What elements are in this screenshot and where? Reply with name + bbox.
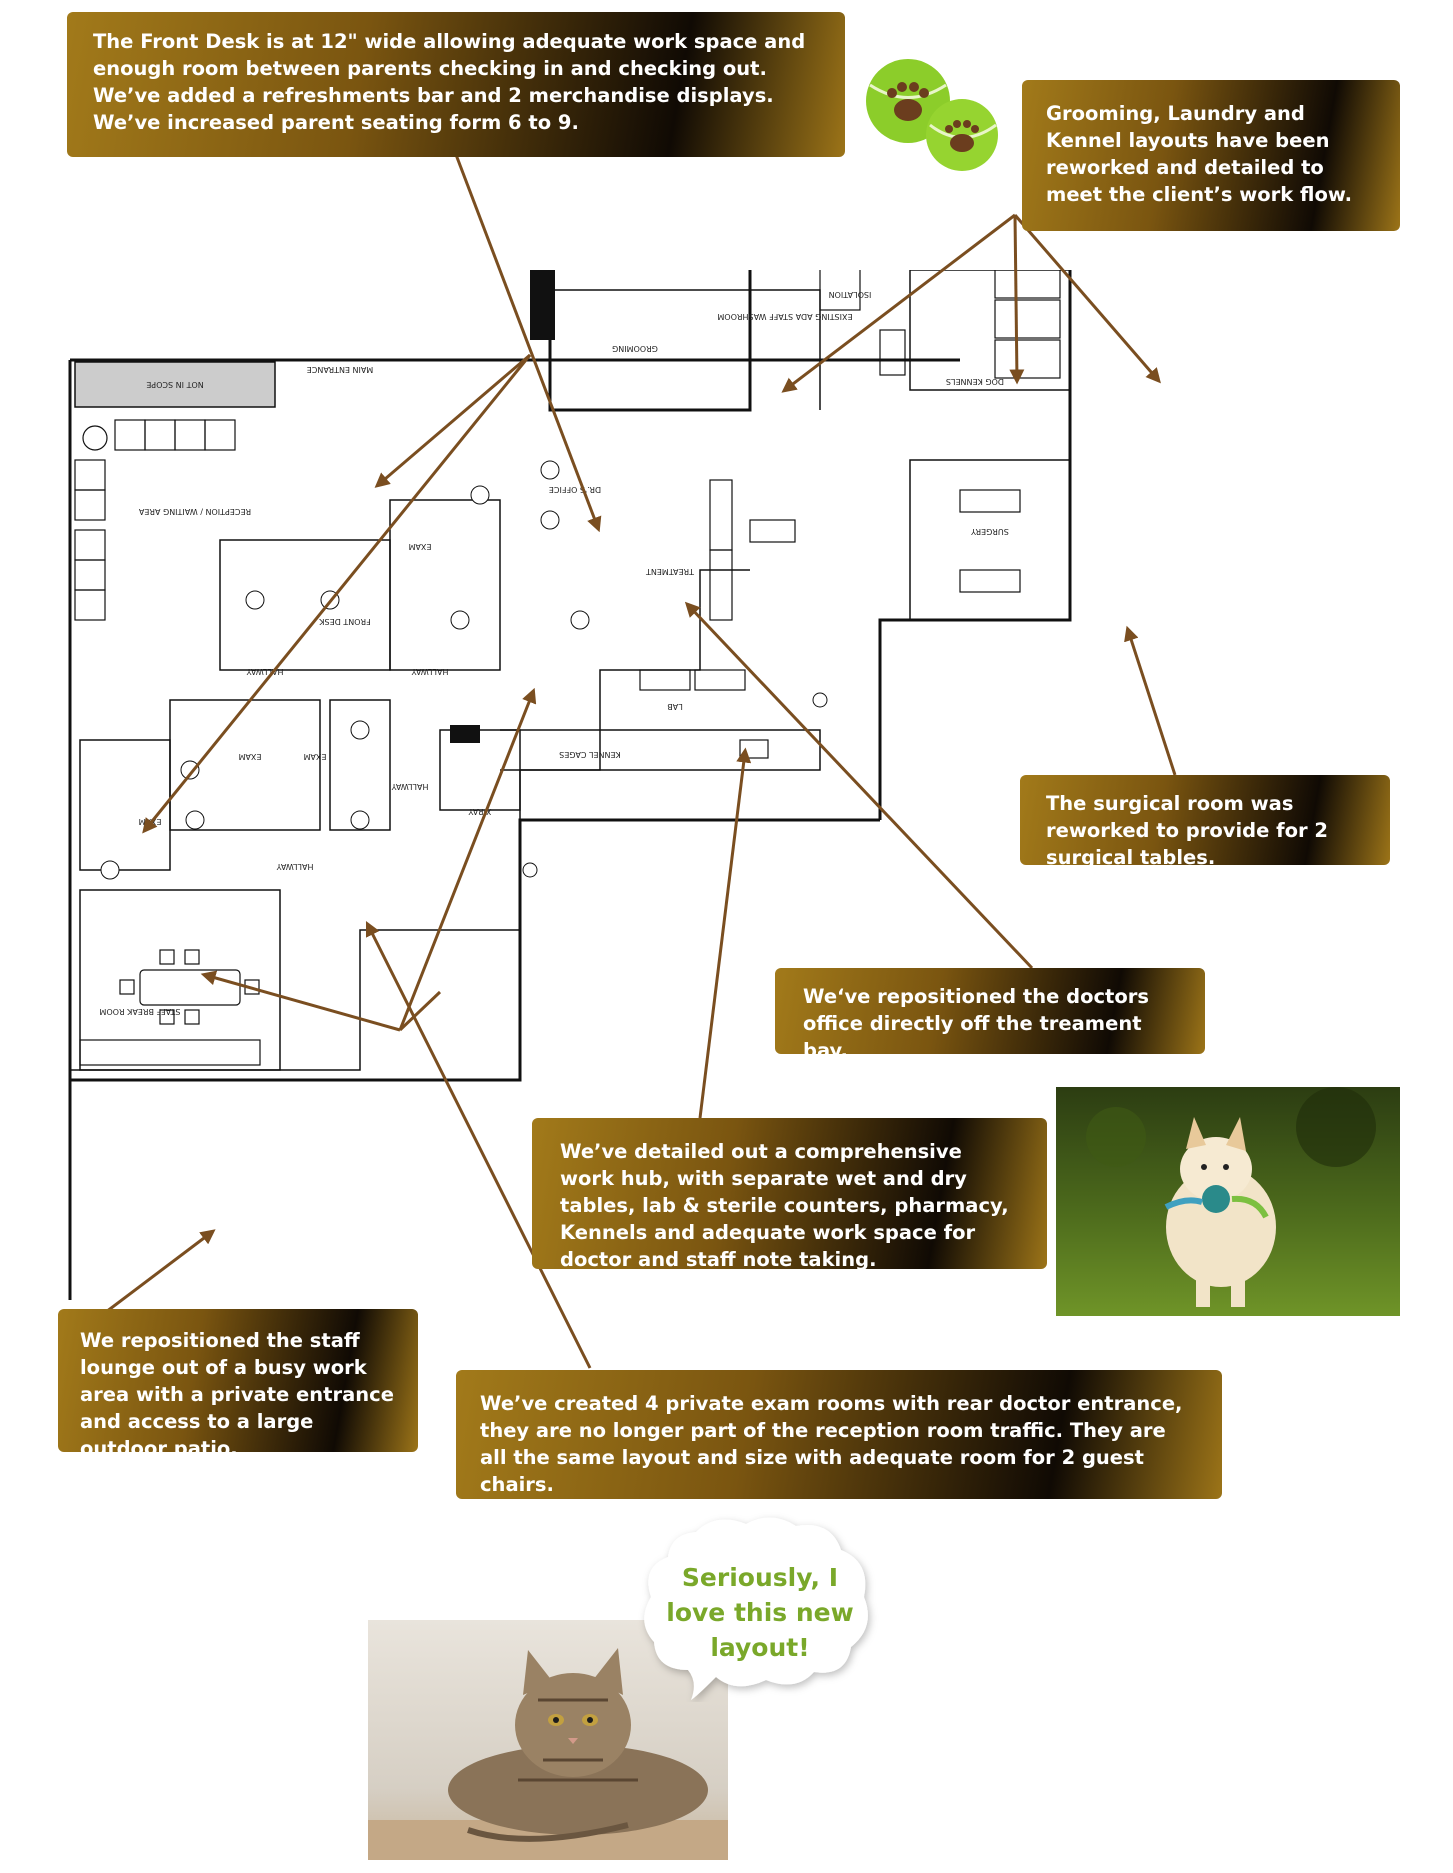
room-label-hallway-16: HALLWAY xyxy=(411,667,449,676)
callout-surgery xyxy=(1020,775,1390,869)
room-label-front-desk: FRONT DESK xyxy=(319,617,371,626)
room-label-dog-kennels: DOG KENNELS xyxy=(945,377,1005,386)
callout-staff-lounge-text: We repositioned the staff lounge out of a busy work area with a private entrance and access to a large outdoor patio. xyxy=(80,1329,394,1460)
room-label-grooming: GROOMING xyxy=(612,344,658,353)
room-label-break-room: STAFF BREAK ROOM xyxy=(99,1007,181,1016)
room-label-xray: X-RAY xyxy=(468,807,492,816)
callout-grooming-text: Grooming, Laundry and Kennel layouts have been reworked and detailed to meet the client’s work flow. xyxy=(1046,102,1353,206)
room-label-hallway-13: HALLWAY xyxy=(391,782,429,791)
dog-photo xyxy=(1056,1087,1400,1316)
speech-bubble-text: Seriously, I love this new layout! xyxy=(666,1563,854,1662)
room-label-lab: LAB xyxy=(667,702,683,711)
room-label-reception: RECEPTION / WAITING AREA xyxy=(138,507,252,516)
callout-work-hub-text: We’ve detailed out a comprehensive work hub, with separate wet and dry tables, lab & sterile counters, pharmacy, Kennels and adequate work space for doctor and staff note taking. xyxy=(560,1140,1009,1271)
callout-grooming xyxy=(1022,80,1400,231)
callout-doctors-office-text: We‘ve repositioned the doctors office directly off the treament bay. xyxy=(803,985,1149,1062)
room-label-exam-11: EXAM xyxy=(238,752,262,761)
room-label-exam-05: EXAM xyxy=(138,817,162,826)
room-label-hallway-10: HALLWAY xyxy=(276,862,314,871)
room-label-exam-17: EXAM xyxy=(408,542,432,551)
kennel-cages-label: KENNEL CAGES xyxy=(559,750,621,759)
callout-surgery-text: The surgical room was reworked to provide for 2 surgical tables. xyxy=(1046,792,1328,869)
tennis-ball-paw-icon xyxy=(860,55,1000,175)
callout-staff-lounge xyxy=(58,1309,418,1460)
room-label-surgery: SURGERY xyxy=(971,527,1009,536)
callout-work-hub xyxy=(532,1118,1047,1269)
callout-exam-rooms xyxy=(456,1370,1222,1499)
room-label-treatment: TREATMENT xyxy=(645,567,695,576)
room-label-exam-12: EXAM xyxy=(303,752,327,761)
room-label-washroom: EXISTING ADA STAFF WASHROOM xyxy=(717,312,853,321)
not-in-scope-label: NOT IN SCOPE xyxy=(146,380,204,389)
room-label-hallway-04: HALLWAY xyxy=(246,667,284,676)
room-label-drs-office: DR.'S OFFICE xyxy=(548,485,602,494)
callout-front-desk xyxy=(67,12,845,157)
callout-exam-rooms-text: We’ve created 4 private exam rooms with rear doctor entrance, they are no longer part of the reception room traffic. They are all the same layout and size with adequate room for 2 guest chairs. xyxy=(480,1392,1183,1496)
room-label-isolation: ISOLATION xyxy=(828,290,872,299)
room-label-main-entrance: MAIN ENTRANCE xyxy=(306,365,374,374)
callout-doctors-office xyxy=(775,968,1205,1062)
callout-front-desk-text: The Front Desk is at 12" wide allowing adequate work space and enough room between parents checking in and checking out. We’ve added a refreshments bar and 2 merchandise displays. We’ve increased parent seating form 6 to 9. xyxy=(93,30,806,134)
